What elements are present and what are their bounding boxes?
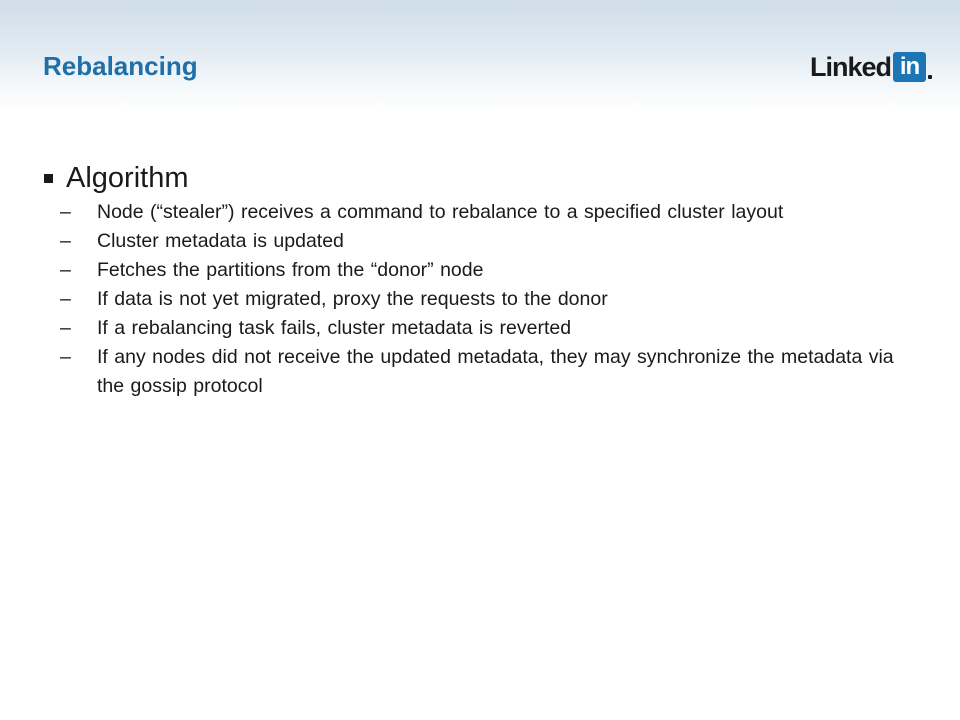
sub-bullet-item [43,343,923,401]
dash-bullet-icon: – [60,201,71,223]
main-bullet-text: Algorithm [66,162,189,194]
sub-bullet-list [43,198,923,401]
dash-bullet-icon: – [60,346,71,368]
slide-content [43,158,923,401]
sub-bullet-item [43,198,923,227]
dash-bullet-icon: – [60,317,71,339]
sub-bullet-text: If a rebalancing task fails, cluster metadata is reverted [97,317,572,339]
sub-bullet-item [43,314,923,343]
dash-bullet-icon: – [60,259,71,281]
sub-bullet-item [43,227,923,256]
slide-title: Rebalancing [43,51,198,81]
main-bullet [43,158,923,198]
logo-wordmark: Linked [810,52,892,82]
sub-bullet-item [43,285,923,314]
sub-bullet-text: Cluster metadata is updated [97,230,344,252]
logo-dot [928,75,932,79]
sub-bullet-text: Fetches the partitions from the “donor” node [97,259,484,281]
dash-bullet-icon: – [60,288,71,310]
sub-bullet-text: If any nodes did not receive the updated metadata, they may synchronize the metadata via the gossip protocol [97,346,894,397]
sub-bullet-text: Node (“stealer”) receives a command to rebalance to a specified cluster layout [97,201,784,223]
dash-bullet-icon: – [60,230,71,252]
sub-bullet-text: If data is not yet migrated, proxy the requests to the donor [97,288,608,310]
square-bullet-icon [44,174,53,183]
linkedin-logo [810,48,932,82]
logo-in-box: in [893,52,926,82]
sub-bullet-item [43,256,923,285]
